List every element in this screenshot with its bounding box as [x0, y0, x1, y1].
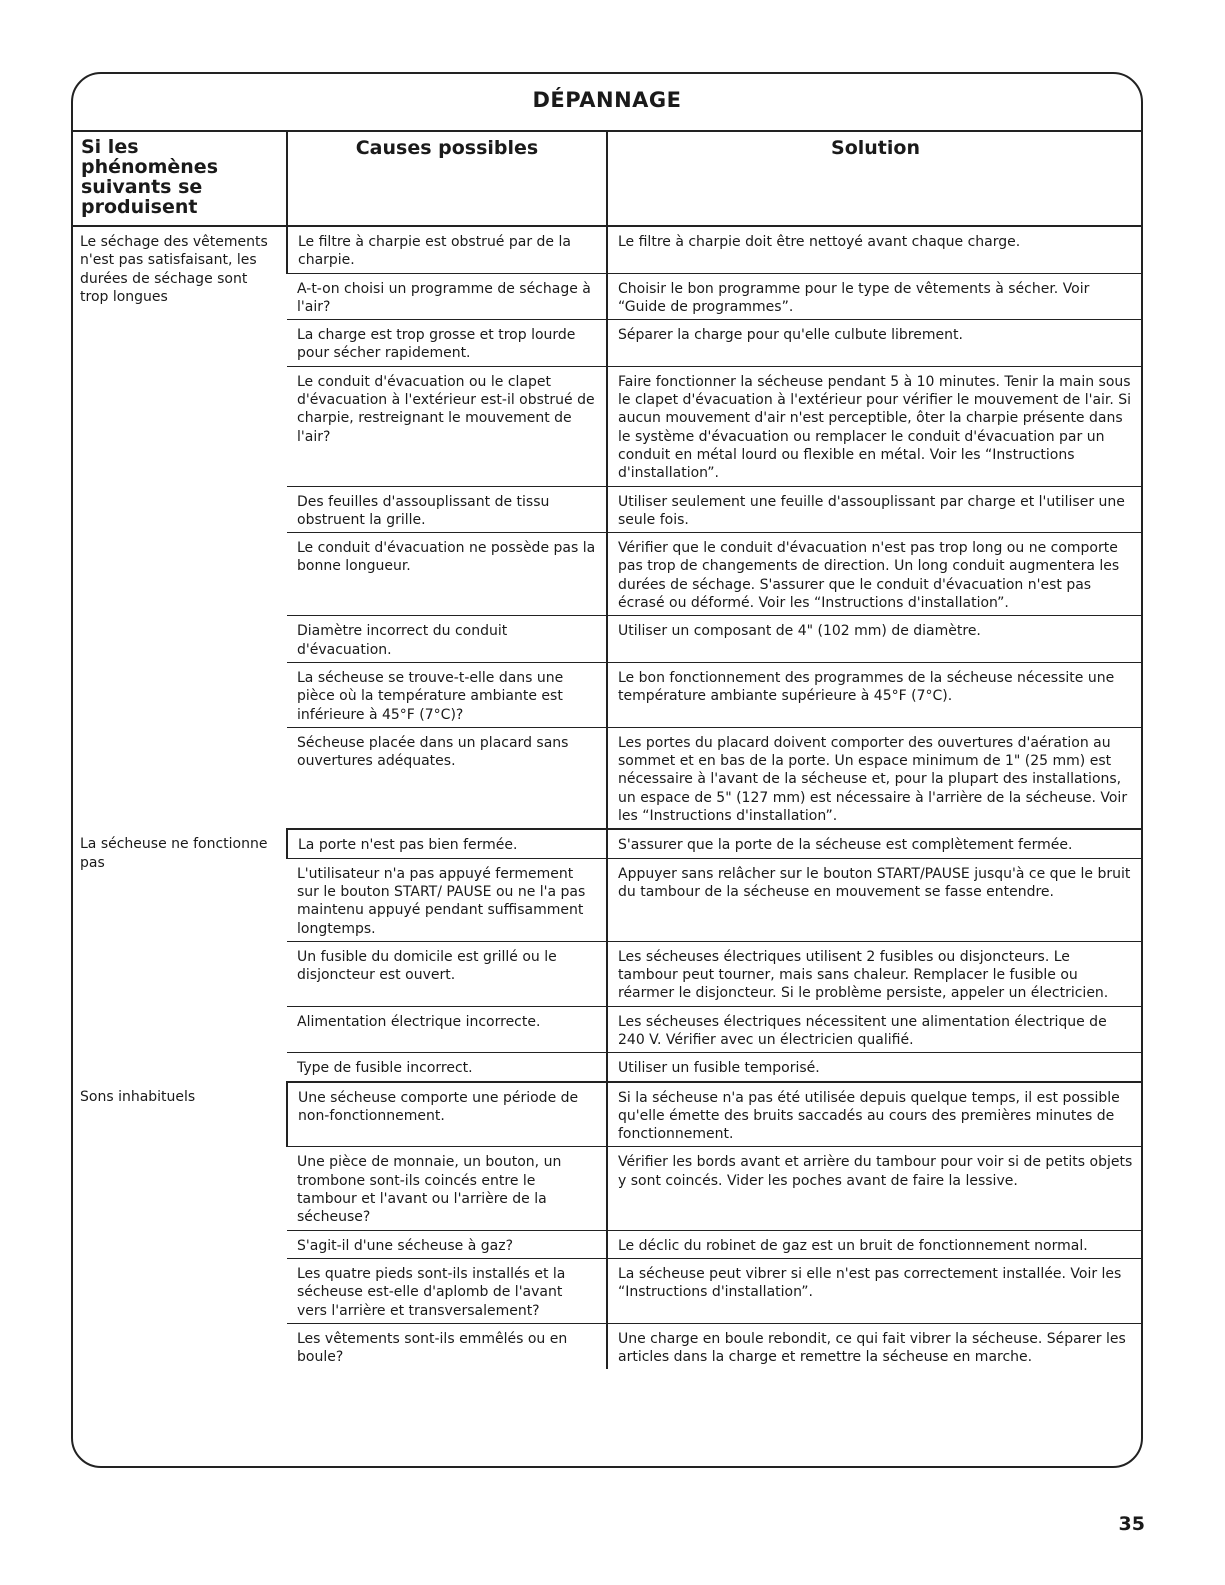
page-number: 35	[1118, 1513, 1145, 1535]
cause-cell: Le conduit d'évacuation ne possède pas la bonne longueur.	[287, 533, 607, 616]
cause-cell: Un fusible du domicile est grillé ou le disjoncteur est ouvert.	[287, 941, 607, 1006]
solution-cell: Choisir le bon programme pour le type de vêtements à sécher. Voir “Guide de programmes”.	[607, 273, 1143, 320]
cause-cell: S'agit-il d'une sécheuse à gaz?	[287, 1230, 607, 1258]
symptom-cell: Sons inhabituels	[80, 1088, 196, 1105]
symptom-cell: Le séchage des vêtements n'est pas satisfaisant, les durées de séchage sont trop longues	[80, 234, 268, 305]
cause-cell: Sécheuse placée dans un placard sans ouvertures adéquates.	[287, 727, 607, 829]
table-row	[71, 226, 1143, 273]
cause-cell: Le filtre à charpie est obstrué par de la charpie.	[287, 226, 607, 273]
solution-cell: Si la sécheuse n'a pas été utilisée depuis quelque temps, il est possible qu'elle émette des bruits saccadés au cours des premières minutes de fonctionnement.	[607, 1082, 1143, 1147]
header-causes: Causes possibles	[287, 131, 607, 226]
solution-cell: Les sécheuses électriques nécessitent une alimentation électrique de 240 V. Vérifier avec un électricien qualifié.	[607, 1006, 1143, 1053]
cause-cell: Les quatre pieds sont-ils installés et la sécheuse est-elle d'aplomb de l'avant vers l'arrière et transversalement?	[287, 1258, 607, 1323]
cause-cell: Type de fusible incorrect.	[287, 1053, 607, 1082]
symptom-cell: La sécheuse ne fonctionne pas	[80, 836, 268, 871]
table-header-row	[71, 131, 1143, 226]
solution-cell: Le déclic du robinet de gaz est un bruit de fonctionnement normal.	[607, 1230, 1143, 1258]
page-title: DÉPANNAGE	[532, 88, 682, 112]
solution-cell: Les portes du placard doivent comporter des ouvertures d'aération au sommet et en bas de la porte. Un espace minimum de 1" (25 mm) est nécessaire à l'avant de la sécheuse et, pour la plupart des installations, un espace de 5" (127 mm) est nécessaire à l'arrière de la sécheuse. Voir les “Instructions d'installation”.	[607, 727, 1143, 829]
solution-cell: Appuyer sans relâcher sur le bouton START/PAUSE jusqu'à ce que le bruit du tambour de la sécheuse en mouvement se fasse entendre.	[607, 858, 1143, 941]
solution-cell: Une charge en boule rebondit, ce qui fait vibrer la sécheuse. Séparer les articles dans la charge et remettre la sécheuse en marche.	[607, 1323, 1143, 1369]
solution-cell: La sécheuse peut vibrer si elle n'est pas correctement installée. Voir les “Instructions d'installation”.	[607, 1258, 1143, 1323]
cause-cell: Diamètre incorrect du conduit d'évacuation.	[287, 616, 607, 663]
cause-cell: Les vêtements sont-ils emmêlés ou en boule?	[297, 1330, 568, 1366]
header-solution: Solution	[607, 131, 1143, 226]
cause-cell: A-t-on choisi un programme de séchage à l'air?	[287, 273, 607, 320]
solution-cell: Les sécheuses électriques utilisent 2 fusibles ou disjoncteurs. Le tambour peut tourner, mais sans chaleur. Remplacer le fusible ou réarmer le disjoncteur. Si le problème persiste, appeler un électricien.	[607, 941, 1143, 1006]
solution-cell: Utiliser seulement une feuille d'assouplissant par charge et l'utiliser une seule fois.	[607, 486, 1143, 533]
solution-cell: Séparer la charge pour qu'elle culbute librement.	[607, 320, 1143, 367]
cause-cell: La charge est trop grosse et trop lourde pour sécher rapidement.	[287, 320, 607, 367]
cause-cell: Des feuilles d'assouplissant de tissu obstruent la grille.	[287, 486, 607, 533]
troubleshooting-table	[71, 130, 1143, 1369]
solution-cell: Utiliser un fusible temporisé.	[607, 1053, 1143, 1082]
header-symptom: Si les phénomènes suivants se produisent	[71, 131, 287, 226]
cause-cell: Une sécheuse comporte une période de non-fonctionnement.	[287, 1082, 607, 1147]
solution-cell: Le bon fonctionnement des programmes de la sécheuse nécessite une température ambiante supérieure à 45°F (7°C).	[607, 662, 1143, 727]
solution-cell: Vérifier les bords avant et arrière du tambour pour voir si de petits objets y sont coincés. Vider les poches avant de faire la lessive.	[607, 1147, 1143, 1230]
solution-cell: Le filtre à charpie doit être nettoyé avant chaque charge.	[607, 226, 1143, 273]
cause-cell: L'utilisateur n'a pas appuyé fermement sur le bouton START/ PAUSE ou ne l'a pas maintenu appuyé pendant suffisamment longtemps.	[287, 858, 607, 941]
solution-cell: S'assurer que la porte de la sécheuse est complètement fermée.	[607, 829, 1143, 858]
table-body	[71, 226, 1143, 1369]
table-row	[71, 829, 1143, 858]
cause-cell: La sécheuse se trouve-t-elle dans une pièce où la température ambiante est inférieure à 45°F (7°C)?	[287, 662, 607, 727]
cause-cell: Alimentation électrique incorrecte.	[287, 1006, 607, 1053]
solution-cell: Utiliser un composant de 4" (102 mm) de diamètre.	[607, 616, 1143, 663]
cause-cell: Une pièce de monnaie, un bouton, un trombone sont-ils coincés entre le tambour et l'avant ou l'arrière de la sécheuse?	[287, 1147, 607, 1230]
cause-cell: Le conduit d'évacuation ou le clapet d'évacuation à l'extérieur est-il obstrué de charpie, restreignant le mouvement de l'air?	[287, 366, 607, 486]
solution-cell: Vérifier que le conduit d'évacuation n'est pas trop long ou ne comporte pas trop de changements de direction. Un long conduit augmentera les durées de séchage. S'assurer que le conduit d'évacuation n'est pas écrasé ou déformé. Voir les “Instructions d'installation”.	[607, 533, 1143, 616]
table-row	[71, 1082, 1143, 1147]
cause-cell: La porte n'est pas bien fermée.	[287, 829, 607, 858]
solution-cell: Faire fonctionner la sécheuse pendant 5 à 10 minutes. Tenir la main sous le clapet d'évacuation à l'extérieur pour vérifier le mouvement de l'air. Si aucun mouvement d'air n'est perceptible, ôter la charpie présente dans le système d'évacuation ou remplacer le conduit d'évacuation par un conduit en métal lourd ou flexible en métal. Voir les “Instructions d'installation”.	[607, 366, 1143, 486]
